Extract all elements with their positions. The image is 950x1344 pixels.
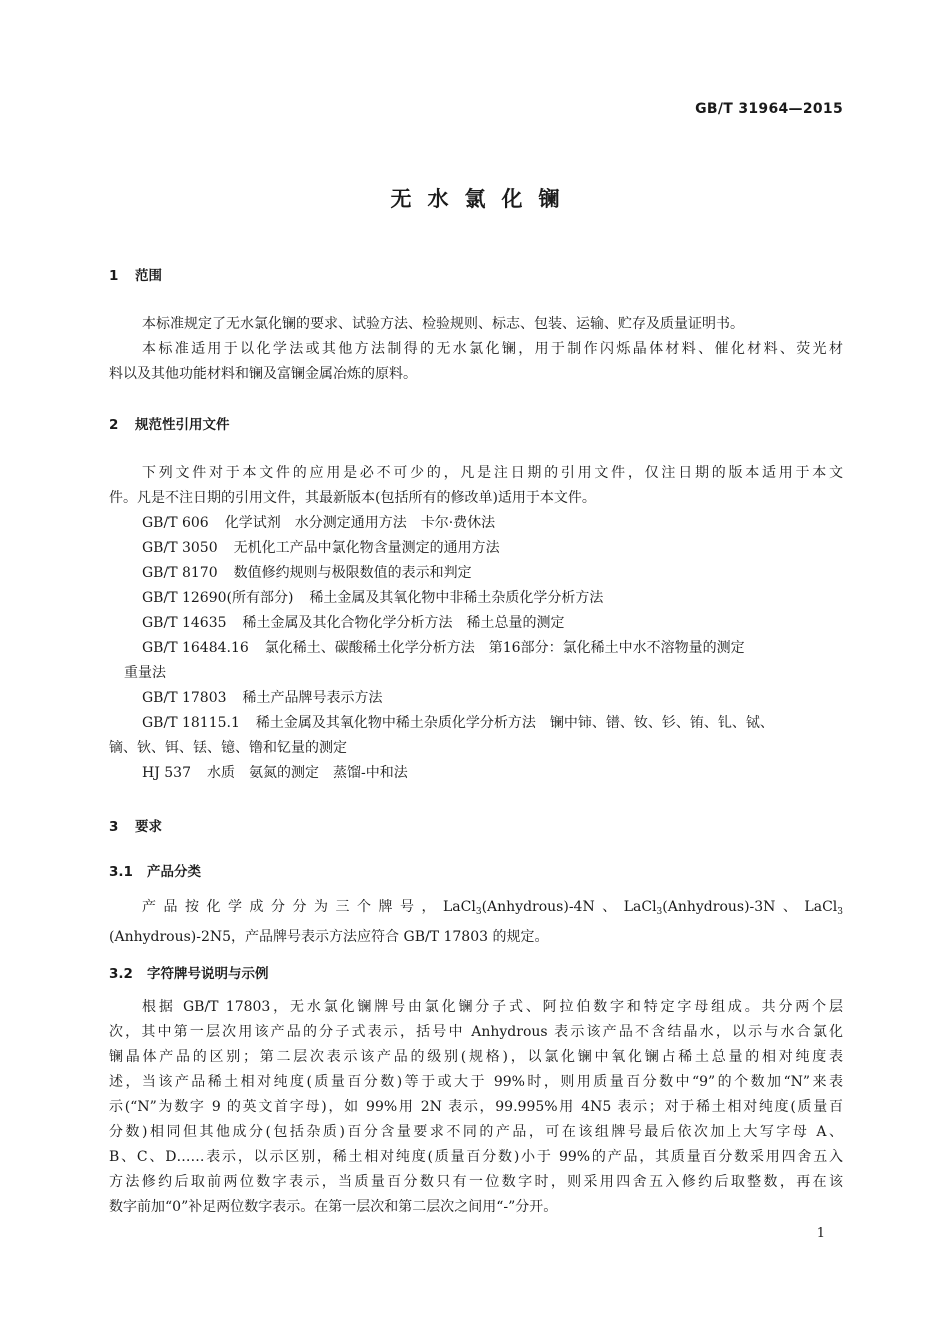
reference-code: GB/T 18115.1: [142, 715, 240, 731]
reference-item: [142, 711, 774, 736]
reference-item: [142, 761, 408, 786]
section-1-paragraph-1: 本标准规定了无水氯化镧的要求、试验方法、检验规则、标志、包装、运输、贮存及质量证明书。: [142, 316, 744, 332]
section-2-heading: [109, 413, 230, 433]
reference-item: [142, 636, 745, 661]
document-title: 无水氯化镧: [390, 187, 576, 211]
reference-code: GB/T 12690(所有部分): [142, 590, 294, 606]
section-2-intro: 下列文件对于本文件的应用是必不可少的，凡是注日期的引用文件，仅注日期的版本适用于本文 件。凡是不注日期的引用文件，其最新版本(包括所有的修改单)适用于本文件。: [109, 465, 843, 506]
reference-title: 稀土金属及其氧化物中稀土杂质化学分析方法 镧中铈、镨、钕、钐、铕、钆、铽、: [255, 715, 774, 731]
reference-item: [142, 686, 383, 711]
reference-item: [142, 511, 495, 536]
section-number: 2: [109, 417, 119, 433]
section-number: 3: [109, 819, 119, 835]
reference-continuation: 镝、钬、铒、铥、镱、镥和钇量的测定: [109, 740, 347, 756]
section-title: 要求: [135, 819, 162, 835]
section-title: 产品分类: [147, 864, 201, 880]
reference-item: [142, 536, 500, 561]
reference-code: GB/T 16484.16: [142, 640, 249, 656]
reference-item: [142, 586, 603, 611]
section-number: 3.2: [109, 966, 133, 982]
reference-title: 稀土金属及其氧化物中非稀土杂质化学分析方法: [309, 590, 604, 606]
reference-title: 氯化稀土、碳酸稀土化学分析方法 第16部分：氯化稀土中水不溶物量的测定: [264, 640, 745, 656]
reference-code: GB/T 3050: [142, 540, 218, 556]
reference-title: 水质 氨氮的测定 蒸馏-中和法: [207, 765, 408, 781]
reference-code: HJ 537: [142, 765, 191, 781]
reference-code: GB/T 14635: [142, 615, 227, 631]
section-3-1-heading: [109, 860, 201, 880]
section-3-2-paragraph: 根据 GB/T 17803，无水氯化镧牌号由氯化镧分子式、阿拉伯数字和特定字母组成。共分两个层 次，其中第一层次用该产品的分子式表示，括号中 Anhydrous 表示该产品不含结晶水，以示与水合氯化 镧晶体产品的区别；第二层次表示该产品的级别(规格)，以氯化镧中氧化镧占稀土总量的相对纯度表 述，当该产品稀土相对纯度(质量百分数)等于或大于 99%时，则用质量百分数中“9”的个数加“N”来表 示(“N”为数字 9 的英文首字母)，如 99%用 2N 表示，99.995%用 4N5 表示；对于稀土相对纯度(质量百 分数)相同但其他成分(包括杂质)百分含量要求不同的产品，可在该组牌号最后依次加上大写字母 A、 B、C、D……表示，以示区别，稀土相对纯度(质量百分数)小于 99%的产品，其质量百分数采用四舍五入 方法修约后取前两位数字表示，当质量百分数只有一位数字时，则采用四舍五入修约后取整数，再在该 数字前加“0”补足两位数字表示。在第一层次和第二层次之间用“-”分开。: [109, 999, 843, 1215]
reference-code: GB/T 606: [142, 515, 209, 531]
section-number: 1: [109, 268, 119, 284]
reference-item: [142, 611, 565, 636]
section-3-heading: [109, 815, 162, 835]
reference-title: 稀土产品牌号表示方法: [242, 690, 383, 706]
section-3-1-paragraph: 产品按化学成分分为三个牌号，LaCl$_3$(Anhydrous)-4N、LaCl$_3$(Anhydrous)-3N、LaCl$_3$ (Anhydrous)-2N5，产品牌号表示方法应符合 GB/T 17803 的规定。: [109, 899, 843, 945]
reference-title: 数值修约规则与极限数值的表示和判定: [233, 565, 472, 581]
reference-title: 化学试剂 水分测定通用方法 卡尔·费休法: [224, 515, 496, 531]
section-title: 范围: [135, 268, 162, 284]
section-title: 规范性引用文件: [135, 417, 230, 433]
reference-item: [142, 561, 472, 586]
section-1-paragraph-2: 本标准适用于以化学法或其他方法制得的无水氯化镧，用于制作闪烁晶体材料、催化材料、荧光材 料以及其他功能材料和镧及富镧金属冶炼的原料。: [109, 341, 843, 382]
reference-continuation: 重量法: [124, 665, 166, 681]
reference-title: 无机化工产品中氯化物含量测定的通用方法: [233, 540, 500, 556]
reference-code: GB/T 8170: [142, 565, 218, 581]
section-number: 3.1: [109, 864, 133, 880]
section-1-heading: [109, 264, 162, 284]
standard-code: GB/T 31964—2015: [695, 101, 843, 117]
reference-title: 稀土金属及其化合物化学分析方法 稀土总量的测定: [242, 615, 565, 631]
reference-code: GB/T 17803: [142, 690, 227, 706]
section-title: 字符牌号说明与示例: [147, 966, 269, 982]
page-number: 1: [816, 1226, 825, 1241]
section-3-2-heading: [109, 962, 269, 982]
